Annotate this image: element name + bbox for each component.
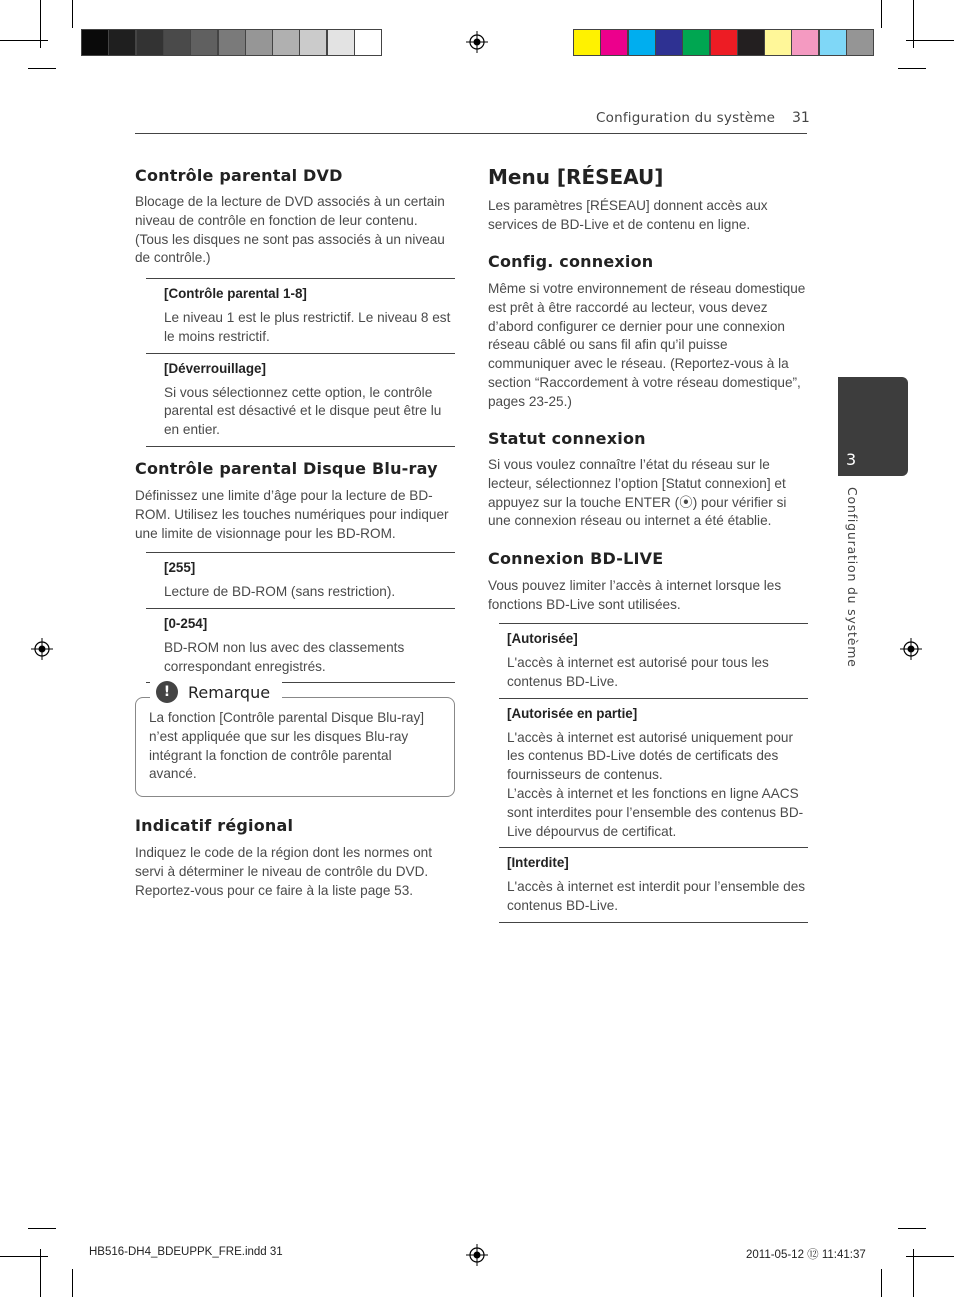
color-swatch [108,29,136,56]
table-row [146,354,455,447]
option-description: L'accès à internet est autorisé pour tous les contenus BD-Live. [507,655,769,689]
crop-mark [898,68,926,69]
registration-mark-icon [466,31,488,53]
running-header: Configuration du système [596,110,776,126]
section-heading-parental-dvd: Contrôle parental DVD [135,166,343,185]
color-swatch [764,29,792,56]
section-heading-region: Indicatif régional [135,816,294,835]
color-swatch [655,29,683,56]
color-swatch [81,29,109,56]
page-title: Menu [RÉSEAU] [488,165,664,189]
color-swatch [846,29,874,56]
page-number: 31 [792,110,810,126]
section-heading-config: Config. connexion [488,252,654,271]
note-text: La fonction [Contrôle parental Disque Blu-ray] n’est appliquée que sur les disques Blu-ray intégrant la fonction de contrôle parental avancé. [149,710,425,782]
date-slug: 2011-05-12 ⑫ 11:41:37 [746,1249,866,1261]
color-swatch [573,29,601,56]
color-swatch [272,29,300,56]
option-term: [Autorisée] [507,631,578,646]
option-term: [255] [164,560,196,575]
chapter-number: 3 [846,450,857,469]
crop-mark [72,1269,73,1297]
option-description: L'accès à internet est interdit pour l’ensemble des contenus BD-Live. [507,879,806,914]
crop-mark [881,1269,882,1297]
region-text: Indiquez le code de la région dont les normes ont servi à déterminer le niveau de contrôle du DVD. Reportez-vous pour ce faire à la liste page 53. [135,845,432,898]
color-swatch [136,29,164,56]
table-row [146,279,455,354]
table-row [146,553,455,609]
bdlive-text: Vous pouvez limiter l’accès à internet lorsque les fonctions BD-Live sont utilisées. [488,578,782,612]
header-rule [135,133,807,134]
table-row [499,848,808,923]
parental-bluray-table [146,552,455,683]
note-header [150,681,282,703]
color-swatch [245,29,273,56]
file-slug: HB516-DH4_BDEUPPK_FRE.indd 31 [89,1246,283,1258]
crop-mark [28,68,56,69]
crop-mark [906,40,954,41]
table-row [146,609,455,684]
section-heading-parental-bluray: Contrôle parental Disque Blu-ray [135,459,438,478]
parental-bluray-text: Définissez une limite d’âge pour la lecture de BD-ROM. Utilisez les touches numériques pour indiquer une limite de visionnage pour les BD-ROM. [135,488,449,541]
option-description: BD-ROM non lus avec des classements correspondant enregistrés. [164,639,405,674]
color-swatch [299,29,327,56]
option-term: [0-254] [164,615,208,631]
color-swatch [218,29,246,56]
section-heading-bdlive: Connexion BD-LIVE [488,549,664,568]
color-swatch [600,29,628,56]
registration-mark-icon [466,1244,488,1266]
parental-dvd-text: Blocage de la lecture de DVD associés à un certain niveau de contrôle en fonction de leur contenu. (Tous les disques ne sont pas associés à un niveau de contrôle.) [135,194,445,266]
color-swatch [327,29,355,56]
registration-mark-icon [31,638,53,660]
color-swatch [190,29,218,56]
crop-mark [898,1228,926,1229]
option-description: Si vous sélectionnez cette option, le contrôle parental est désactivé et le disque peut être lu en entier. [164,384,442,438]
crop-mark [0,1256,48,1257]
exclamation-icon: ! [156,681,178,703]
color-swatch [791,29,819,56]
table-row [499,699,808,849]
parental-dvd-table [146,278,455,447]
note-title: Remarque [188,682,271,702]
bdlive-table [499,623,808,923]
crop-mark [0,40,48,41]
chapter-side-label: Configuration du système [845,487,860,668]
crop-mark [906,1256,954,1257]
color-swatch [682,29,710,56]
crop-mark [881,0,882,28]
option-term: [Déverrouillage] [164,360,266,376]
color-swatch [354,29,382,56]
option-description: Lecture de BD-ROM (sans restriction). [164,584,396,599]
table-row [499,624,808,699]
status-text: Si vous voulez connaître l’état du réseau sur le lecteur, sélectionnez l’option [Statut connexion] et appuyez sur la touche ENTER (⦿) pour vérifier si une connexion réseau ou internet a été établie. [488,457,787,529]
option-description-extra: L’accès à internet et les fonctions en ligne AACS sont interdites pour l’ensemble des contenus BD-Live dépourvus de certificat. [507,785,804,839]
config-text: Même si votre environnement de réseau domestique est prêt à être raccordé au lecteur, vous devez d’abord configurer ce dernier pour une connexion réseau câblé ou sans fil afin qu’il puisse communiquer avec le réseau. (Reportez-vous à la section “Raccordement à votre réseau domestique”, pages 23-25.) [488,281,806,409]
registration-mark-icon [900,638,922,660]
option-term: [Autorisée en partie] [507,705,638,721]
option-description: L'accès à internet est autorisé uniquement pour les contenus BD-Live dotés de certificats des fournisseurs de contenus. [507,729,793,783]
section-heading-status: Statut connexion [488,429,646,448]
network-intro: Les paramètres [RÉSEAU] donnent accès aux services de BD-Live et de contenu en ligne. [488,198,768,232]
color-swatch [628,29,656,56]
crop-mark [72,0,73,28]
color-swatch [737,29,765,56]
color-swatch [163,29,191,56]
color-swatch [819,29,847,56]
color-swatch [710,29,738,56]
option-description: Le niveau 1 est le plus restrictif. Le niveau 8 est le moins restrictif. [164,310,451,344]
option-term: [Interdite] [507,855,569,871]
crop-mark [28,1228,56,1229]
option-term: [Contrôle parental 1-8] [164,286,307,301]
